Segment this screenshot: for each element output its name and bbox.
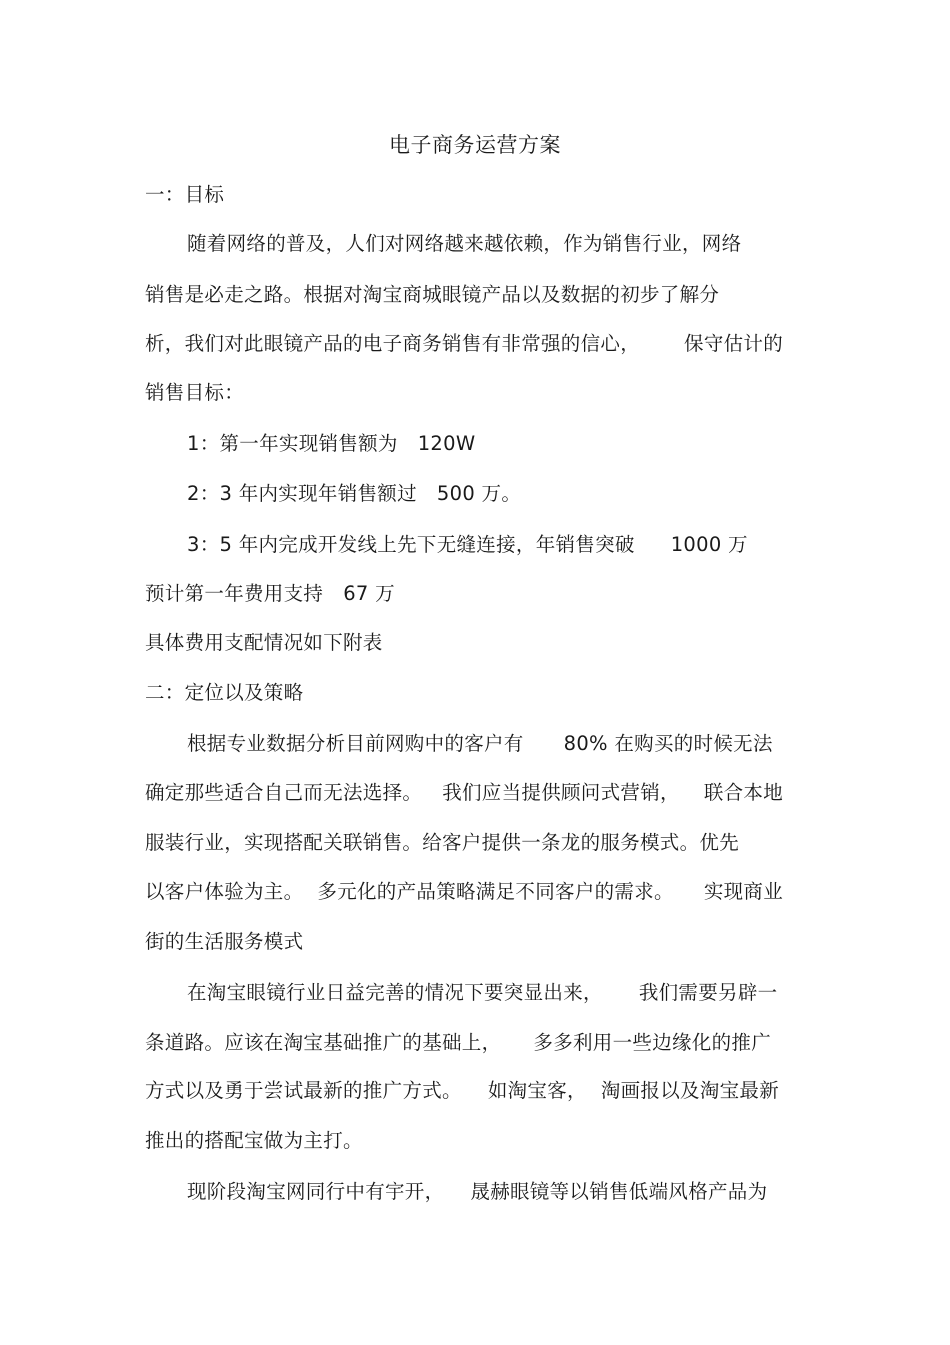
budget-text: 预计第一年费用支持 xyxy=(145,582,324,605)
goal-value: 500 万。 xyxy=(436,482,522,505)
paragraph-segment: 保守估计的 xyxy=(684,332,784,355)
goal-item-3 xyxy=(187,532,748,558)
paragraph-segment: 多元化的产品策略满足不同客户的需求。 xyxy=(317,880,674,903)
paragraph-line: 推出的搭配宝做为主打。 xyxy=(145,1129,363,1152)
paragraph-segment: 析，我们对此眼镜产品的电子商务销售有非常强的信心， xyxy=(145,332,641,355)
paragraph-segment: 多多利用一些边缘化的推广 xyxy=(533,1031,772,1054)
paragraph-line xyxy=(187,1179,767,1205)
paragraph-segment: 晟赫眼镜等以销售低端风格产品为 xyxy=(470,1180,768,1203)
paragraph-line: 随着网络的普及，人们对网络越来越依赖，作为销售行业，网络 xyxy=(187,232,742,255)
paragraph-segment: 在淘宝眼镜行业日益完善的情况下要突显出来， xyxy=(187,981,603,1004)
paragraph-segment: 我们应当提供顾问式营销， xyxy=(442,781,680,804)
paragraph-line: 服装行业，实现搭配关联销售。给客户提供一条龙的服务模式。优先 xyxy=(145,831,740,854)
paragraph-line xyxy=(145,780,783,806)
paragraph-line xyxy=(145,1078,779,1104)
goal-text: 2：3 年内实现年销售额过 xyxy=(187,482,417,505)
paragraph-segment: 以客户体验为主。 xyxy=(145,880,304,903)
paragraph-segment: 确定那些适合自己而无法选择。 xyxy=(145,781,423,804)
paragraph-line xyxy=(187,731,773,757)
paragraph-line xyxy=(187,980,777,1006)
paragraph-line xyxy=(145,331,783,357)
goal-value: 1000 万 xyxy=(670,533,748,556)
budget-line xyxy=(145,581,395,607)
paragraph-segment: 根据专业数据分析目前网购中的客户有 xyxy=(187,732,524,755)
paragraph-segment: 实现商业 xyxy=(703,880,784,903)
goal-item-1 xyxy=(187,431,475,457)
goal-text: 3：5 年内完成开发线上先下无缝连接，年销售突破 xyxy=(187,533,635,556)
goal-text: 1：第一年实现销售额为 xyxy=(187,432,398,455)
section-heading-goals: 一：目标 xyxy=(145,183,225,206)
paragraph-segment: 条道路。应该在淘宝基础推广的基础上， xyxy=(145,1031,502,1054)
paragraph-segment: 联合本地 xyxy=(703,781,784,804)
paragraph-segment: 80% 在购买的时候无法 xyxy=(563,732,773,755)
paragraph-line xyxy=(145,879,783,905)
paragraph-segment: 我们需要另辟一 xyxy=(638,981,778,1004)
paragraph-line: 街的生活服务模式 xyxy=(145,930,304,953)
paragraph-segment: 如淘宝客， xyxy=(487,1079,587,1102)
goal-item-2 xyxy=(187,481,521,507)
section-heading-positioning: 二：定位以及策略 xyxy=(145,681,304,704)
document-title: 电子商务运营方案 xyxy=(389,133,561,157)
paragraph-segment: 现阶段淘宝网同行中有宇开， xyxy=(187,1180,445,1203)
paragraph-line: 销售目标： xyxy=(145,381,245,404)
paragraph-line: 销售是必走之路。根据对淘宝商城眼镜产品以及数据的初步了解分 xyxy=(145,283,720,306)
goal-value: 120W xyxy=(417,432,476,455)
budget-value: 67 万 xyxy=(343,582,395,605)
paragraph-line xyxy=(145,1030,771,1056)
paragraph-segment: 方式以及勇于尝试最新的推广方式。 xyxy=(145,1079,462,1102)
paragraph-segment: 淘画报以及淘宝最新 xyxy=(600,1079,780,1102)
budget-note: 具体费用支配情况如下附表 xyxy=(145,631,383,654)
